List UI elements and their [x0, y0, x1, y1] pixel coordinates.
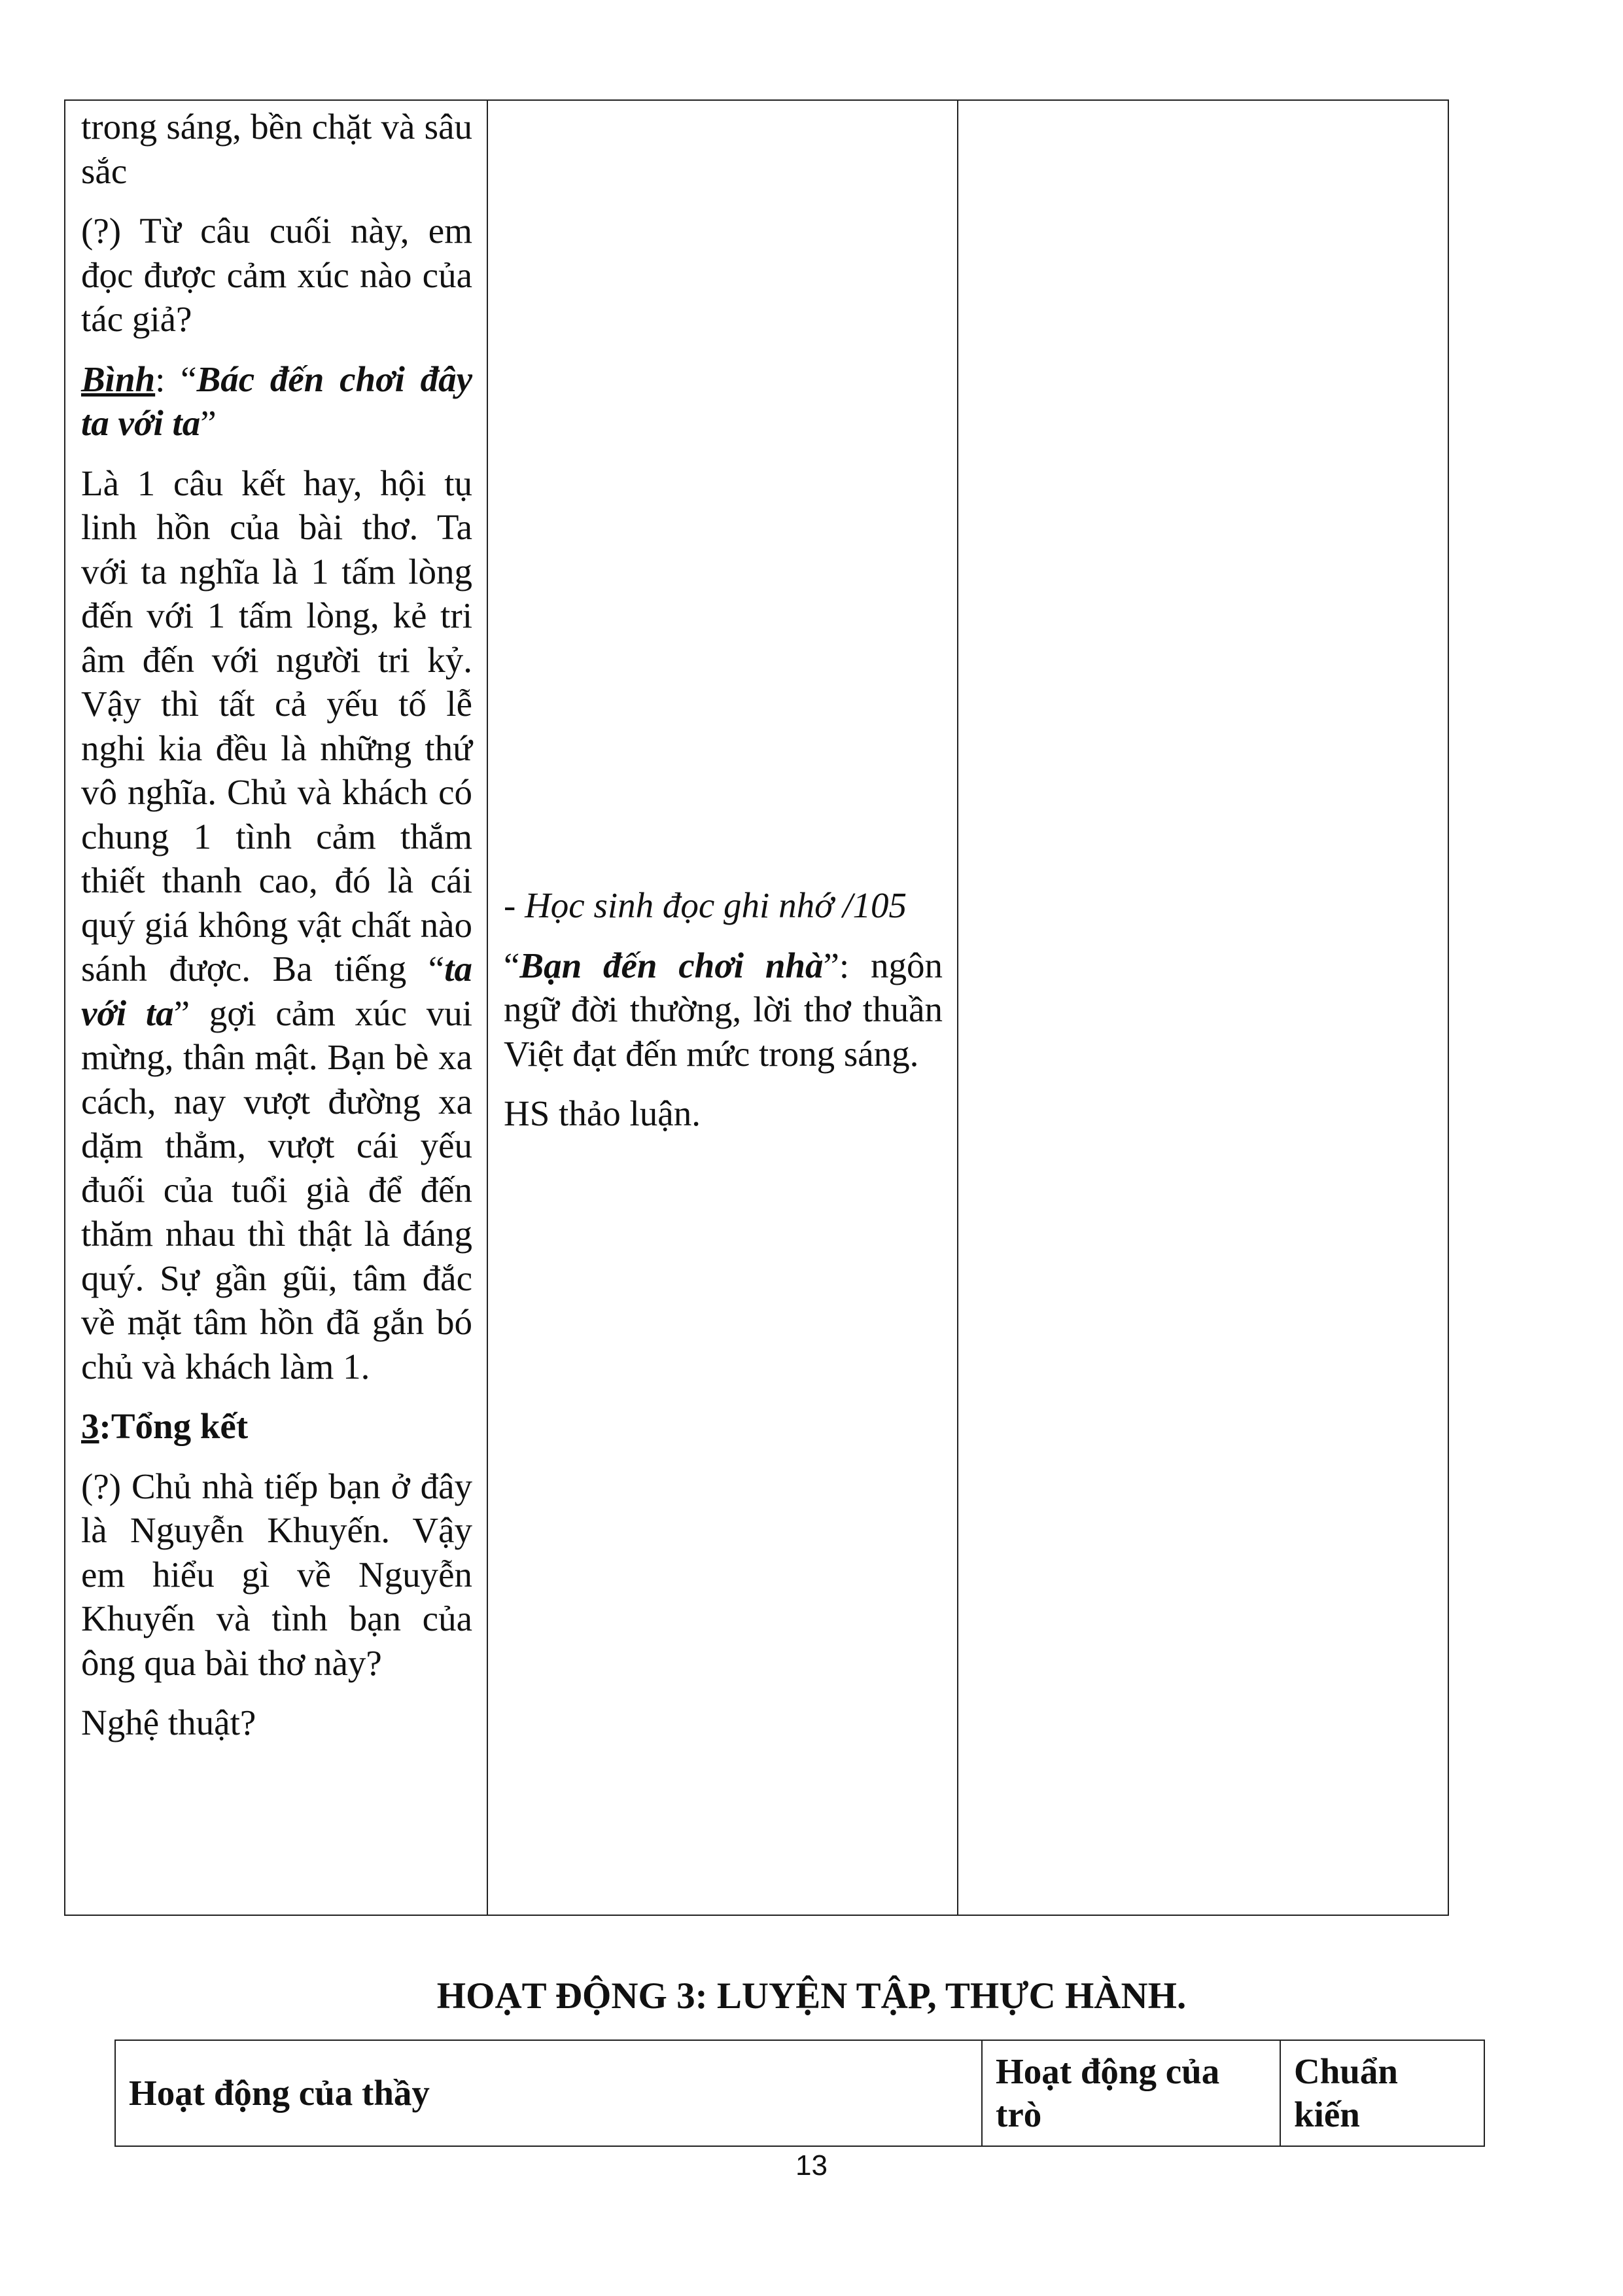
- knowledge-column-cell: [958, 100, 1448, 1915]
- commentary-part-2: ” gợi cảm xúc vui mừng, thân mật. Bạn bè xa cách, nay vượt đường xa dặm thẳm, vượt cái yếu đuối của tuổi già để đến thăm nhau thì thật là đáng quý. Sự gần gũi, tâm đắc về mặt tâm hồn đã gắn bó chủ và khách làm 1.: [81, 993, 472, 1386]
- section-title: :Tổng kết: [99, 1406, 249, 1446]
- teacher-column-cell: [65, 100, 487, 1915]
- paragraph-trong-sang: trong sáng, bền chặt và sâu sắc: [81, 107, 472, 191]
- header-teacher: Hoạt động của thầy: [115, 2040, 982, 2146]
- question-nghe-thuat: Nghệ thuật?: [81, 1703, 256, 1742]
- analysis-text: ”: ngôn ngữ đời thường, lời thơ thuần Việt đạt đến mức trong sáng.: [504, 945, 943, 1074]
- binh-label: Bình: [81, 359, 156, 399]
- activity-heading: HOẠT ĐỘNG 3: LUYỆN TẬP, THỰC HÀNH.: [436, 1975, 1187, 2017]
- header-student: Hoạt động của trò: [982, 2040, 1280, 2146]
- binh-separator: : “: [155, 359, 197, 399]
- activity-header-row: [115, 2040, 1484, 2146]
- binh-close: ”: [200, 403, 217, 443]
- student-read-note: - Học sinh đọc ghi nhớ /105: [504, 885, 907, 925]
- question-nguyen-khuyen: (?) Chủ nhà tiếp bạn ở đây là Nguyễn Khuyến. Vậy em hiểu gì về Nguyễn Khuyến và tình bạn của ông qua bài thơ này?: [81, 1466, 472, 1683]
- student-discussion: HS thảo luận.: [504, 1093, 701, 1133]
- lesson-table: [64, 99, 1449, 1916]
- student-analysis: [504, 944, 943, 1076]
- section-number: 3: [81, 1406, 99, 1446]
- page-number: 13: [795, 2149, 828, 2181]
- activity-table: [114, 2040, 1485, 2147]
- binh-paragraph: [81, 357, 472, 446]
- question-cam-xuc: (?) Từ câu cuối này, em đọc được cảm xúc nào của tác giả?: [81, 211, 472, 339]
- commentary-part-1: Là 1 câu kết hay, hội tụ linh hồn của bài thơ. Ta với ta nghĩa là 1 tấm lòng đến với 1 tấm lòng, kẻ tri âm đến với người tri kỷ. Vậy thì tất cả yếu tố lễ nghi kia đều là những thứ vô nghĩa. Chủ và khách có chung 1 tình cảm thắm thiết thanh cao, đó là cái quý giá không vật chất nào sánh được. Ba tiếng “: [81, 463, 472, 989]
- commentary-paragraph: [81, 461, 472, 1389]
- header-knowledge: Chuẩn kiến: [1280, 2040, 1484, 2146]
- analysis-title: Bạn đến chơi nhà: [519, 945, 824, 985]
- analysis-open-quote: “: [504, 945, 520, 985]
- student-column-cell: [487, 100, 958, 1915]
- commentary-emphasis: ta với ta: [81, 949, 472, 1033]
- binh-quote: Bác đến chơi đây ta với ta: [81, 359, 472, 443]
- section-heading-tong-ket: [81, 1404, 472, 1449]
